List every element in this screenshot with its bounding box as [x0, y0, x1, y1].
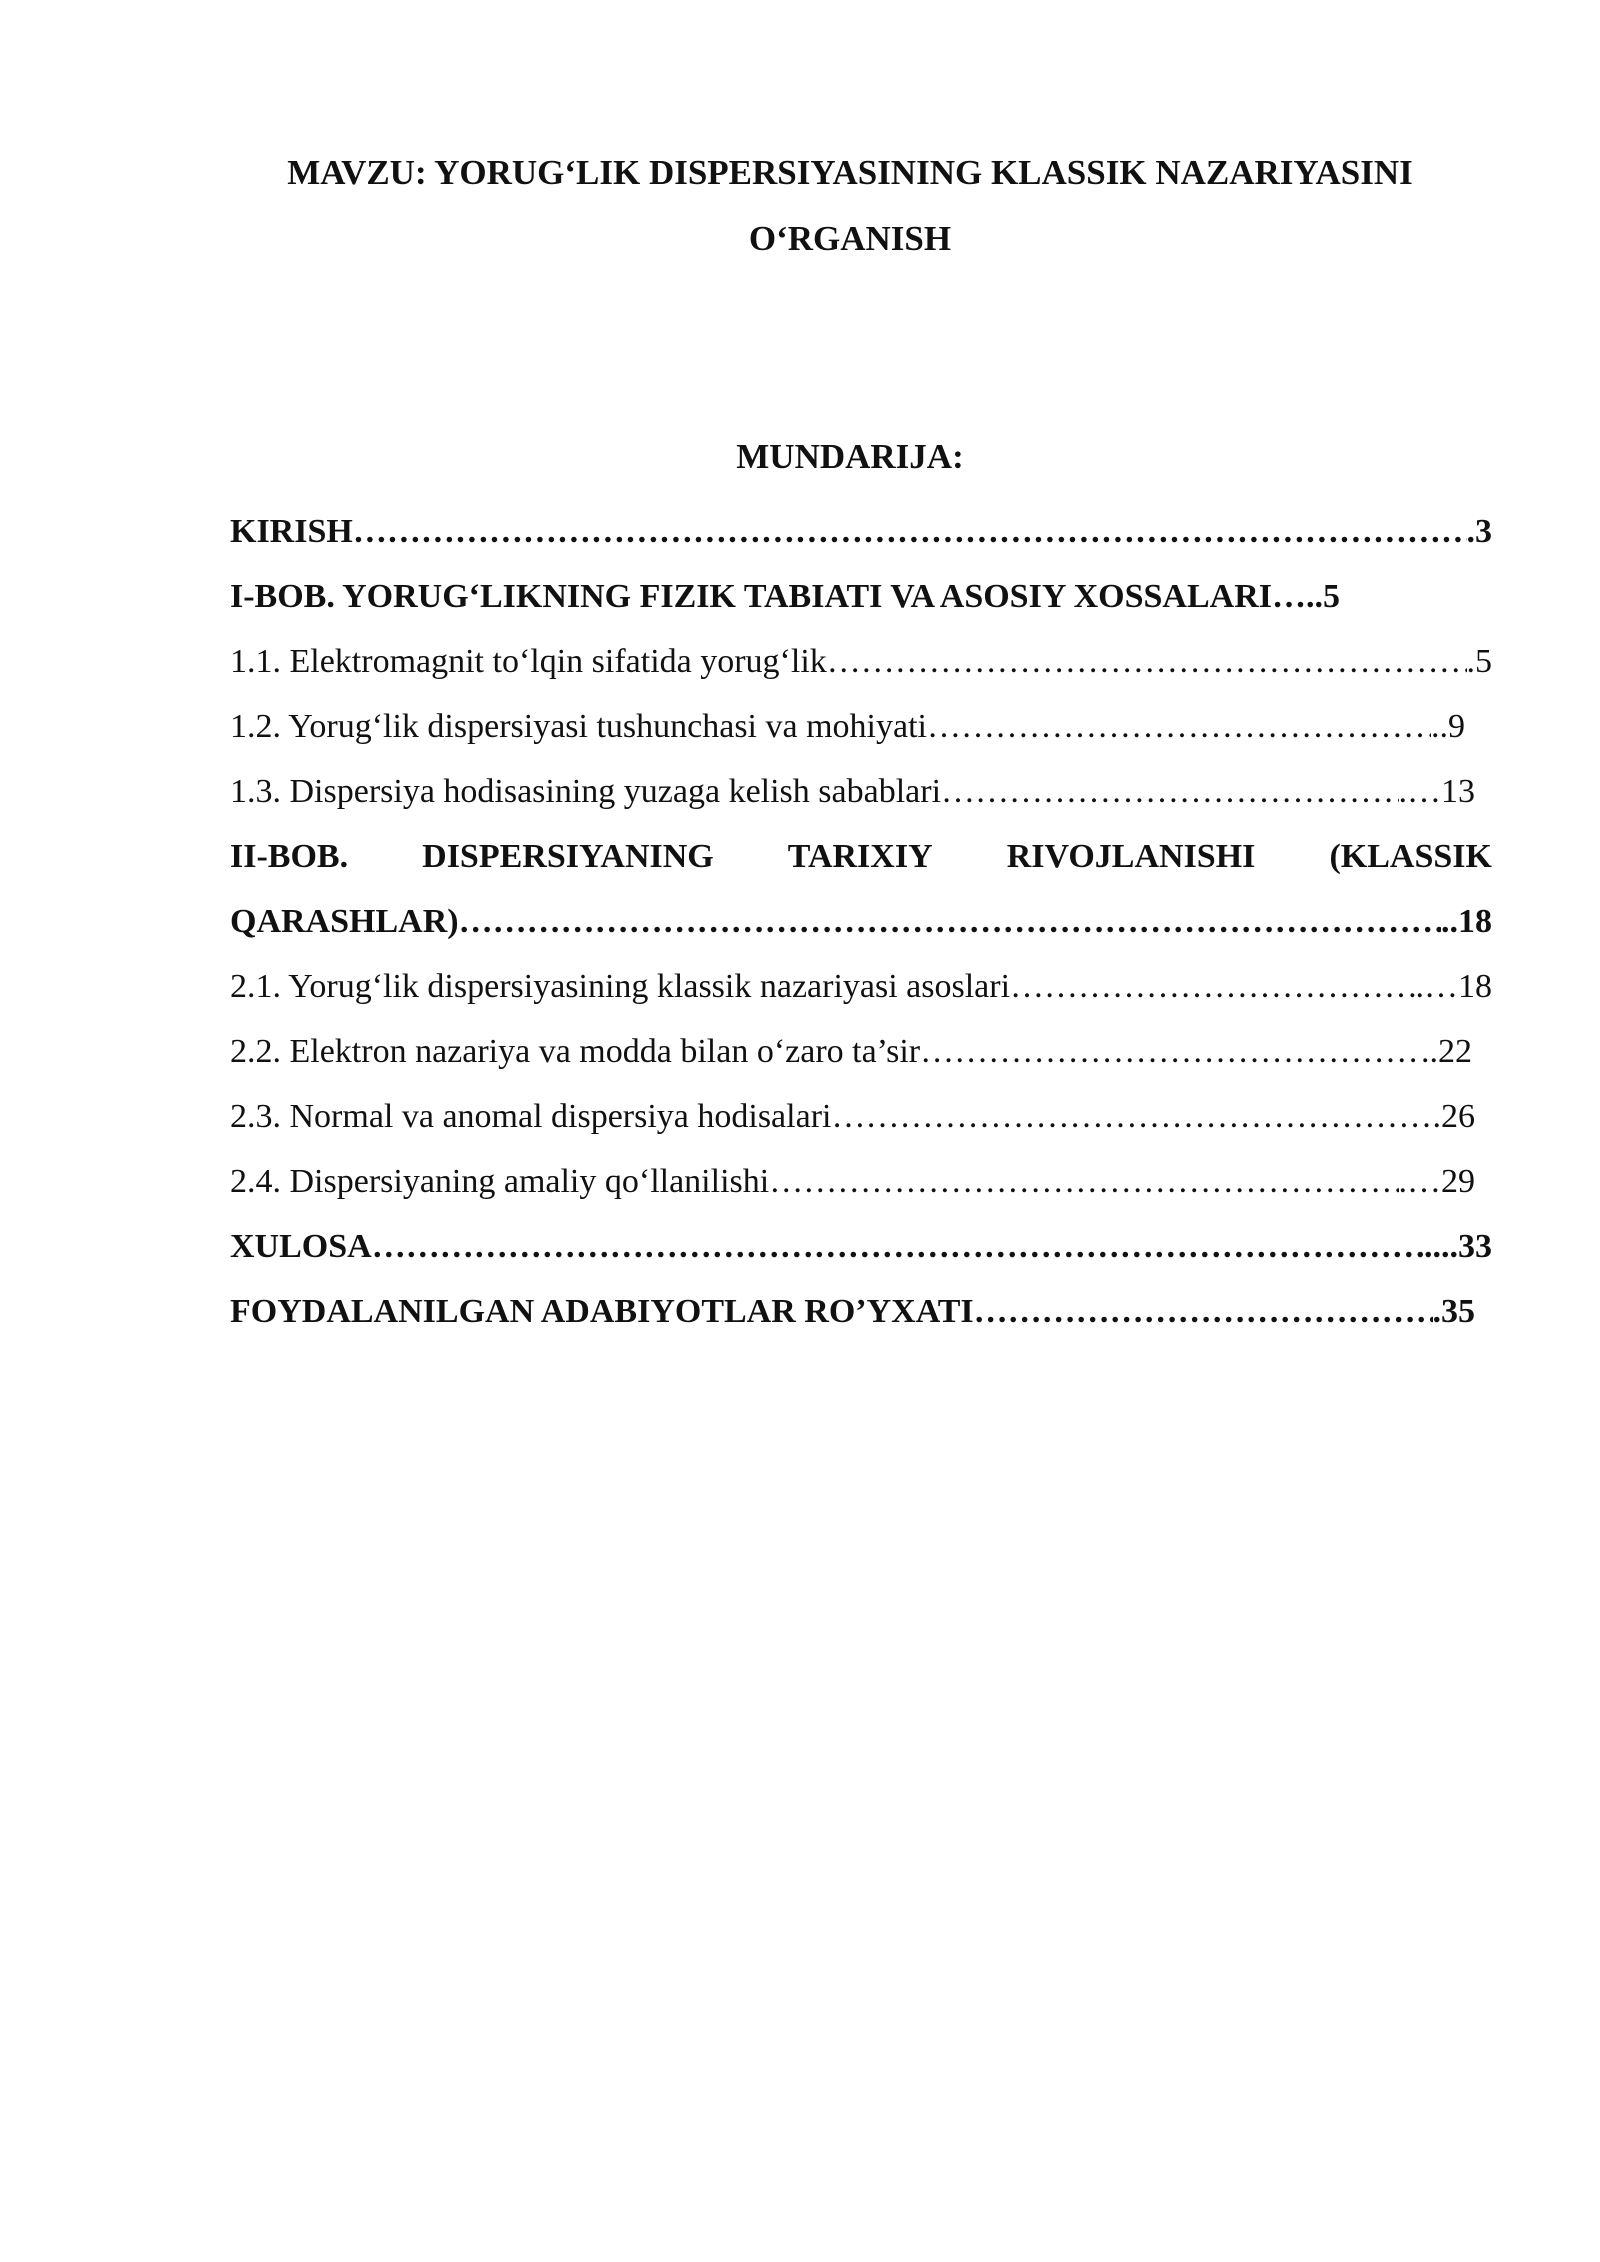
- toc-entry-word: RIVOJLANISHI: [1006, 838, 1256, 875]
- toc-entry-label: 2.4. Dispersiyaning amaliy qo‘llanilishi: [230, 1163, 770, 1200]
- toc-entry-word: TARIXIY: [787, 838, 933, 875]
- toc-entry-label: 2.3. Normal va anomal dispersiya hodisalari: [230, 1098, 832, 1135]
- toc-page-number: .26: [1432, 1098, 1475, 1135]
- toc-page-number: ..18: [1441, 903, 1492, 940]
- toc-entry-label: 1.1. Elektromagnit to‘lqin sifatida yorug‘lik: [230, 643, 827, 680]
- toc-page-number: .…18: [1415, 968, 1492, 1005]
- toc-entry-word: (KLASSIK: [1329, 838, 1492, 875]
- toc-entry-1-2: [230, 694, 1465, 759]
- toc-entry-1-1: [230, 629, 1492, 694]
- toc-dot-leader: [459, 889, 1441, 954]
- toc-entry-label: 2.2. Elektron nazariya va modda bilan o‘zaro ta’sir: [230, 1033, 921, 1070]
- toc-page-number: …..5: [1272, 578, 1340, 615]
- toc-entry-label: QARASHLAR): [230, 903, 459, 940]
- toc-entry-label: XULOSA: [230, 1228, 372, 1265]
- toc-dot-leader: [1010, 954, 1415, 1019]
- toc-entry-bibliography: [230, 1279, 1475, 1344]
- toc-entry-label: 1.2. Yorug‘lik dispersiyasi tushunchasi va mohiyati: [230, 708, 927, 745]
- toc-page-number: .35: [1432, 1293, 1475, 1330]
- document-title-line-1: MAVZU: YORUG‘LIK DISPERSIYASINING KLASSIK NAZARIYASINI: [287, 153, 1413, 192]
- toc-page-number: .5: [1466, 643, 1492, 680]
- toc-page-number: .3: [1466, 513, 1492, 550]
- toc-dot-leader: [769, 1149, 1398, 1214]
- toc-entry-label: 2.1. Yorug‘lik dispersiyasining klassik nazariyasi asoslari: [230, 968, 1011, 1005]
- toc-entry-2-4: [230, 1149, 1475, 1214]
- toc-dot-leader: [827, 629, 1467, 694]
- toc-dot-leader: [353, 499, 1467, 564]
- toc-page-number: .…13: [1398, 773, 1475, 810]
- toc-entry-1-3: [230, 759, 1475, 824]
- toc-entry-chapter-2-cont: [230, 889, 1492, 954]
- toc-entry-2-3: [230, 1084, 1475, 1149]
- toc-dot-leader: [372, 1214, 1424, 1279]
- toc-entry-label: 1.3. Dispersiya hodisasining yuzaga kelish sabablari: [230, 773, 942, 810]
- toc-dot-leader: [920, 1019, 1421, 1084]
- toc-entry-xulosa: [230, 1214, 1492, 1279]
- toc-entry-word: II-BOB.: [230, 838, 349, 875]
- toc-entry-chapter-2: [230, 824, 1492, 889]
- toc-entry-label: I-BOB. YORUG‘LIKNING FIZIK TABIATI VA ASOSIY XOSSALARI: [230, 578, 1272, 615]
- table-of-contents: [230, 499, 1492, 1344]
- toc-entry-2-2: [230, 1019, 1472, 1084]
- toc-entry-word: DISPERSIYANING: [422, 838, 714, 875]
- toc-page-number: ....33: [1424, 1228, 1492, 1265]
- toc-dot-leader: [927, 694, 1431, 759]
- toc-heading: MUNDARIJA:: [736, 437, 964, 476]
- toc-page-number: ..9: [1431, 708, 1465, 745]
- toc-entry-kirish: [230, 499, 1492, 564]
- toc-entry-label: FOYDALANILGAN ADABIYOTLAR RO’YXATI: [230, 1293, 974, 1330]
- toc-page-number: ..22: [1421, 1033, 1472, 1070]
- toc-dot-leader: [831, 1084, 1432, 1149]
- toc-entry-2-1: [230, 954, 1492, 1019]
- document-title-line-2: O‘RGANISH: [748, 219, 952, 258]
- toc-entry-chapter-1: [230, 564, 1492, 629]
- toc-entry-label: KIRISH: [230, 513, 353, 550]
- toc-dot-leader: [974, 1279, 1433, 1344]
- toc-dot-leader: [941, 759, 1398, 824]
- toc-page-number: .…29: [1398, 1163, 1475, 1200]
